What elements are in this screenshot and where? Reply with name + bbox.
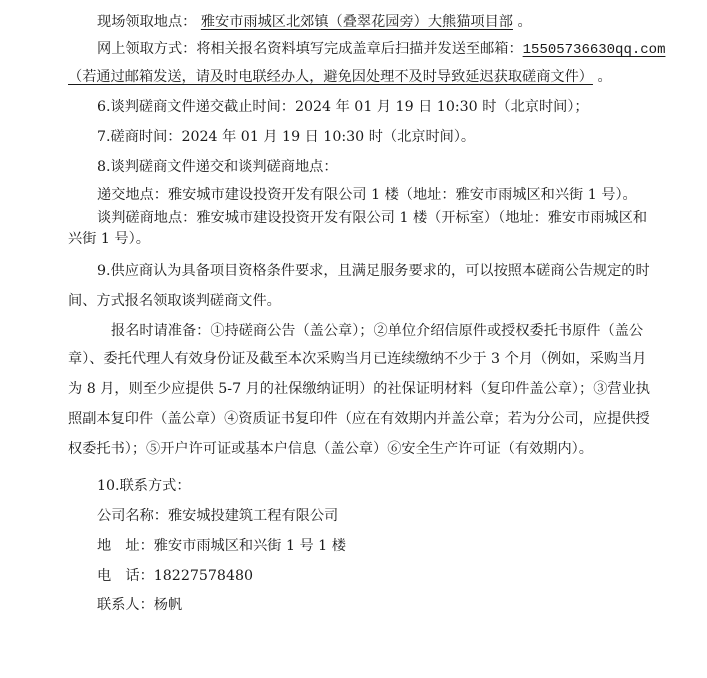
prep-line: 章）、委托代理人有效身份证及截至本次采购当月已连续缴纳不少于 3 个月（例如，采购当月 [68,351,647,367]
note-text: （若通过邮箱发送，请及时电联经办人，避免因处理不及时导致延迟获取磋商文件） [68,69,593,85]
item-10-title: 10.联系方式： [97,478,191,494]
submit-location: 递交地点：雅安城市建设投资开发有限公司 1 楼（地址：雅安市雨城区和兴街 1 号）。 [97,187,637,203]
address: 地 址：雅安市雨城区和兴街 1 号 1 楼 [97,538,346,554]
phone: 电 话：18227578480 [97,568,254,584]
punct: 。 [597,69,612,85]
email-note [68,68,612,86]
item-9: 9.供应商认为具备项目资格条件要求，且满足服务要求的，可以按照本磋商公告规定的时 [97,263,650,279]
company-name: 公司名称：雅安城投建筑工程有限公司 [97,508,339,524]
item-6: 6.谈判磋商文件递交截止时间：2024 年 01 月 19 日 10:30 时（北京时间）； [97,99,589,115]
prep-line: 报名时请准备：①持磋商公告（盖公章）；②单位介绍信原件或授权委托书原件（盖公 [111,323,644,339]
item-9-cont: 间、方式报名领取谈判磋商文件。 [68,293,281,309]
item-7: 7.磋商时间：2024 年 01 月 19 日 10:30 时（北京时间）。 [97,129,476,145]
online-label: 网上领取方式：将相关报名资料填写完成盖章后扫描并发送至邮箱： [97,41,523,57]
onsite-address: 雅安市雨城区北郊镇（叠翠花园旁）大熊猫项目部 [200,14,513,30]
negotiate-location-cont: 兴街 1 号）。 [68,231,150,247]
onsite-label: 现场领取地点： [97,14,197,30]
online-pickup [97,40,665,59]
email-link[interactable]: 15505736630qq.com [522,42,666,58]
prep-line: 为 8 月，则至少应提供 5-7 月的社保缴纳证明）的社保证明材料（复印件盖公章）；③营业执 [68,381,650,397]
punct: 。 [517,14,532,30]
prep-line: 照副本复印件（盖公章）④资质证书复印件（应在有效期内并盖公章；若为分公司，应提供授 [68,411,650,427]
item-8-title: 8.谈判磋商文件递交和谈判磋商地点： [97,159,338,175]
negotiate-location: 谈判磋商地点：雅安城市建设投资开发有限公司 1 楼（开标室）（地址：雅安市雨城区和 [97,210,648,226]
contact-person: 联系人：杨帆 [97,597,183,613]
onsite-pickup [97,13,532,31]
prep-line: 权委托书）；⑤开户许可证或基本户信息（盖公章）⑥安全生产许可证（有效期内）。 [68,441,593,457]
